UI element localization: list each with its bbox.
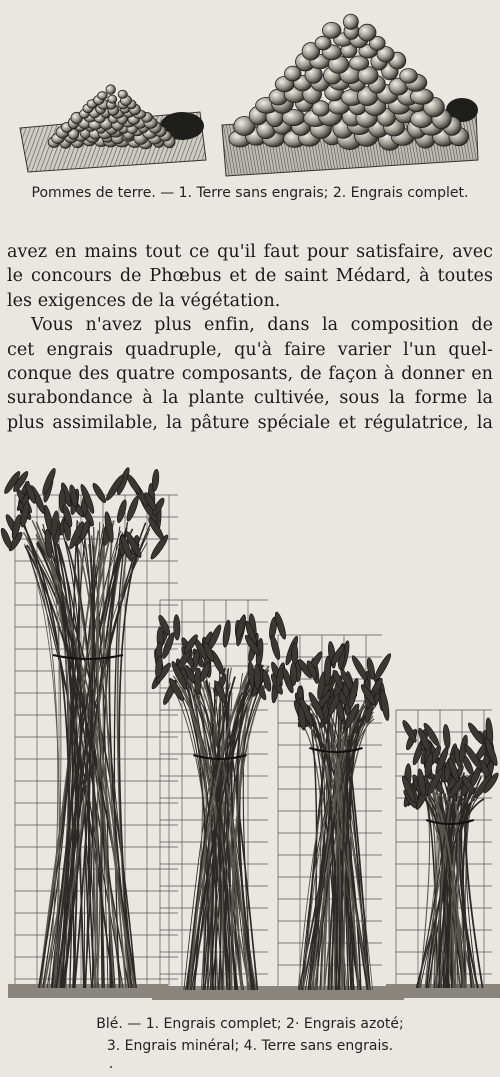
sheaf-1: [0, 466, 170, 998]
text-line: Vous n'avez plus enfin, dans la composition de: [31, 315, 493, 336]
text-line: plus assimilable, la pâture spéciale et régulatrice, la: [7, 412, 493, 433]
wheat-sheaves-illustration: [0, 460, 500, 1005]
sheaf-2: [150, 611, 288, 1000]
caption-line-2: 3. Engrais minéral; 4. Terre sans engrais.: [106, 1038, 394, 1054]
wheat-figure-caption: [0, 1013, 500, 1057]
text-line: surabondance à la plante cultivée, sous la forme la: [7, 388, 493, 409]
body-paragraph: [7, 240, 493, 435]
text-line: avez en mains tout ce qu'il faut pour satisfaire, avec: [7, 242, 493, 262]
text-line: le concours de Phœbus et de saint Médard, à toutes: [7, 266, 493, 287]
text-line: cet engrais quadruple, qu'à faire varier l'un quel-: [7, 339, 493, 360]
potato-illustration: [0, 0, 500, 180]
speck: [110, 1066, 112, 1068]
sheaf-4: [386, 718, 500, 998]
potato-figure-caption: Pommes de terre. — 1. Terre sans engrais; 2. Engrais complet.: [31, 185, 469, 201]
caption-line-1: Blé. — 1. Engrais complet; 2· Engrais azoté;: [96, 1016, 404, 1032]
potato-pile-large: [229, 14, 469, 150]
text-line: conque des quatre composants, de façon à donner en: [7, 364, 493, 385]
text-line: les exigences de la végétation.: [7, 290, 281, 311]
sheaf-3: [268, 635, 404, 1000]
